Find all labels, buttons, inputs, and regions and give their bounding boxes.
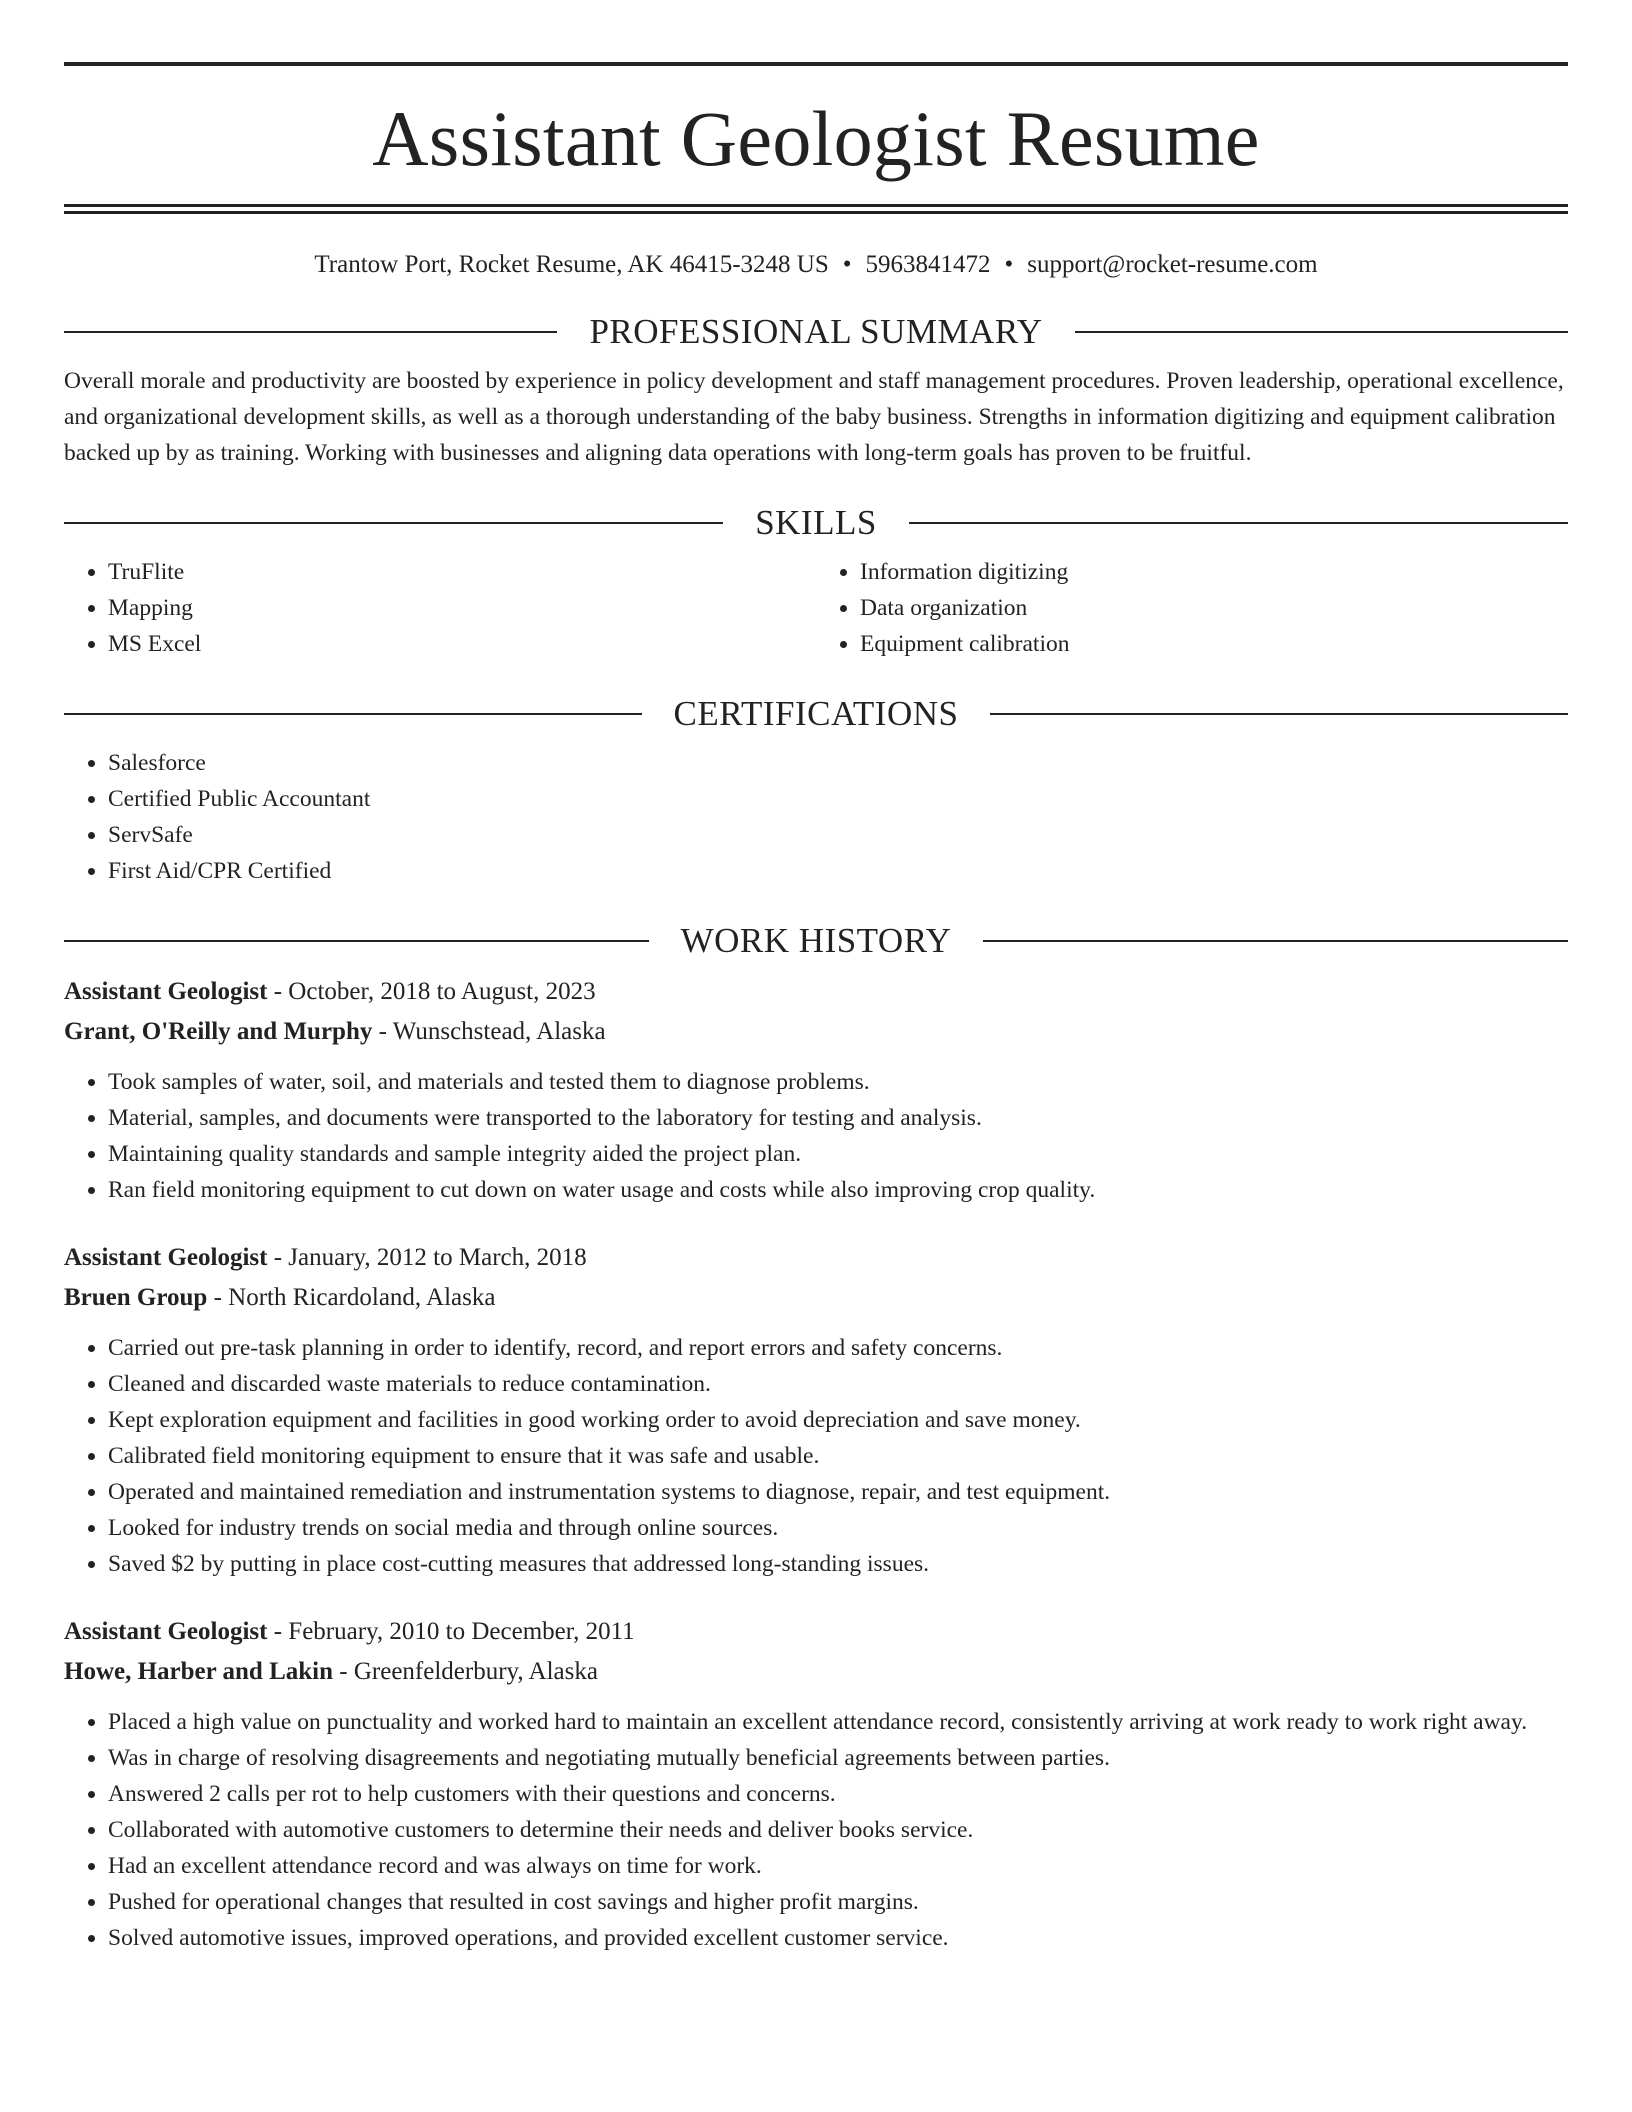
job-bullet: • Cleaned and discarded waste materials to reduce contamination. [108, 1366, 1568, 1402]
job-bullet: • Pushed for operational changes that resulted in cost savings and higher profit margins. [108, 1884, 1568, 1920]
job-title: Assistant Geologist [64, 978, 268, 1005]
skills-list [64, 554, 1568, 662]
top-rule [64, 62, 1568, 66]
job-bullets [64, 1330, 1568, 1582]
job-title: Assistant Geologist [64, 1244, 268, 1271]
skill-item: • Mapping [108, 590, 816, 626]
job-company-line [64, 1012, 1568, 1052]
job-company: Howe, Harber and Lakin [64, 1658, 334, 1685]
job-title-line [64, 1612, 1568, 1652]
heading-rule-right [909, 522, 1568, 524]
certification-item: • Salesforce [108, 745, 1568, 781]
job-bullet: • Placed a high value on punctuality and worked hard to maintain an excellent attendance record, consistently arriving at work ready to work right away. [108, 1704, 1568, 1740]
job-dates: - October, 2018 to August, 2023 [267, 978, 596, 1005]
contact-phone: 5963841472 [865, 251, 991, 278]
contact-separator: • [1004, 251, 1014, 278]
job-bullet: • Calibrated field monitoring equipment to ensure that it was safe and usable. [108, 1438, 1568, 1474]
job-bullet: • Answered 2 calls per rot to help customers with their questions and concerns. [108, 1776, 1568, 1812]
skills-column-right [816, 554, 1568, 662]
job-bullet: • Operated and maintained remediation and instrumentation systems to diagnose, repair, and test equipment. [108, 1474, 1568, 1510]
certification-item: • First Aid/CPR Certified [108, 853, 1568, 889]
job-bullet: • Kept exploration equipment and facilities in good working order to avoid depreciation and save money. [108, 1402, 1568, 1438]
job-company: Bruen Group [64, 1284, 208, 1311]
heading-rule-left [64, 940, 649, 942]
heading-rule-right [990, 713, 1568, 715]
job-title: Assistant Geologist [64, 1618, 268, 1645]
contact-email: support@rocket-resume.com [1027, 251, 1318, 278]
job-company-line [64, 1278, 1568, 1318]
certification-item: • ServSafe [108, 817, 1568, 853]
section-heading-work-history [64, 923, 1568, 958]
job-title-line [64, 1238, 1568, 1278]
job-bullet: • Saved $2 by putting in place cost-cutting measures that addressed long-standing issues. [108, 1546, 1568, 1582]
job-bullet: • Collaborated with automotive customers to determine their needs and deliver books service. [108, 1812, 1568, 1848]
skill-item: • TruFlite [108, 554, 816, 590]
skill-item: • Information digitizing [860, 554, 1568, 590]
section-title: WORK HISTORY [680, 921, 952, 960]
job-title-line [64, 972, 1568, 1012]
heading-rule-left [64, 713, 642, 715]
job-bullet: • Carried out pre-task planning in order to identify, record, and report errors and safety concerns. [108, 1330, 1568, 1366]
job-bullet: • Material, samples, and documents were transported to the laboratory for testing and analysis. [108, 1100, 1568, 1136]
section-title: SKILLS [755, 503, 877, 542]
job-bullet: • Solved automotive issues, improved operations, and provided excellent customer service. [108, 1920, 1568, 1956]
job-entry [64, 972, 1568, 1208]
contact-separator: • [842, 251, 852, 278]
job-bullet: • Maintaining quality standards and sample integrity aided the project plan. [108, 1136, 1568, 1172]
job-dates: - February, 2010 to December, 2011 [267, 1618, 635, 1645]
job-bullet: • Looked for industry trends on social media and through online sources. [108, 1510, 1568, 1546]
section-title: CERTIFICATIONS [673, 694, 959, 733]
job-bullets [64, 1704, 1568, 1956]
job-bullet: • Took samples of water, soil, and materials and tested them to diagnose problems. [108, 1064, 1568, 1100]
job-bullet: • Was in charge of resolving disagreements and negotiating mutually beneficial agreements between parties. [108, 1740, 1568, 1776]
section-heading-certifications [64, 696, 1568, 731]
job-location: - North Ricardoland, Alaska [207, 1284, 496, 1311]
job-company-line [64, 1652, 1568, 1692]
skill-item: • Equipment calibration [860, 626, 1568, 662]
job-location: - Wunschstead, Alaska [372, 1018, 606, 1045]
summary-text: Overall morale and productivity are boosted by experience in policy development and staff management procedures. Proven leadership, operational excellence, and organizational development skills, as well as a thorough understanding of the baby business. Strengths in information digitizing and equipment calibration backed up by as training. Working with businesses and aligning data operations with long-term goals has proven to be fruitful. [64, 368, 1564, 466]
job-bullet: • Had an excellent attendance record and was always on time for work. [108, 1848, 1568, 1884]
section-title: PROFESSIONAL SUMMARY [589, 312, 1043, 351]
contact-line [64, 250, 1568, 280]
heading-rule-right [983, 940, 1568, 942]
heading-rule-right [1075, 331, 1568, 333]
resume-title: Assistant Geologist Resume [372, 95, 1260, 182]
heading-rule-left [64, 522, 723, 524]
skill-item: • Data organization [860, 590, 1568, 626]
job-company: Grant, O'Reilly and Murphy [64, 1018, 373, 1045]
skills-column-left [64, 554, 816, 662]
job-location: - Greenfelderbury, Alaska [333, 1658, 598, 1685]
skill-item: • MS Excel [108, 626, 816, 662]
contact-address: Trantow Port, Rocket Resume, AK 46415-3248 US [314, 251, 829, 278]
section-heading-skills [64, 505, 1568, 540]
certification-item: • Certified Public Accountant [108, 781, 1568, 817]
certifications-list [64, 745, 1568, 889]
title-double-rule [64, 204, 1568, 214]
job-entry [64, 1238, 1568, 1582]
heading-rule-left [64, 331, 557, 333]
job-dates: - January, 2012 to March, 2018 [267, 1244, 587, 1271]
job-entry [64, 1612, 1568, 1956]
job-bullet: • Ran field monitoring equipment to cut down on water usage and costs while also improving crop quality. [108, 1172, 1568, 1208]
section-heading-summary [64, 314, 1568, 349]
job-bullets [64, 1064, 1568, 1208]
